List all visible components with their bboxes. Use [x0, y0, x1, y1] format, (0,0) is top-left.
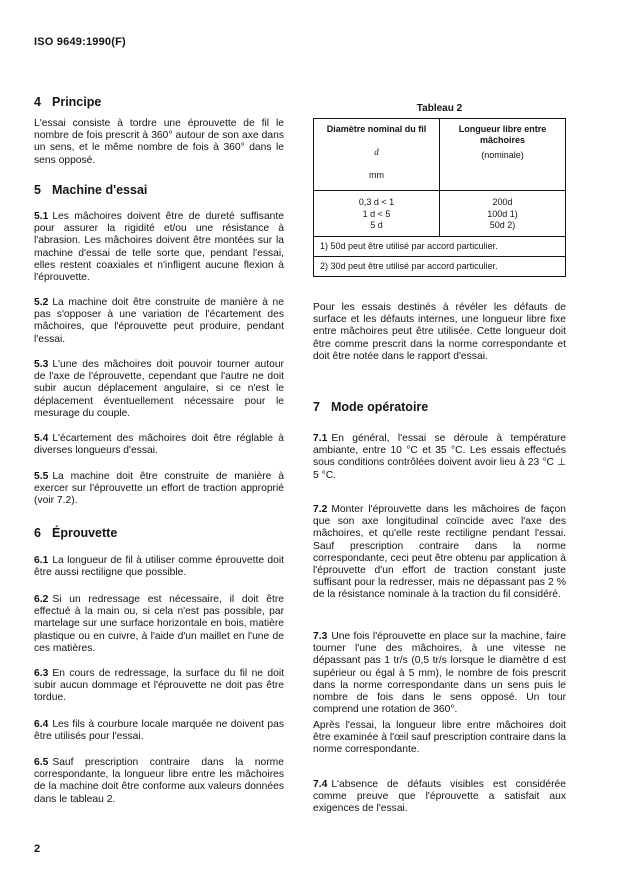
table-footnote-2: 2) 30d peut être utilisé par accord particulier. [314, 256, 566, 276]
table-caption: Tableau 2 [416, 103, 463, 114]
paragraph-7-4: 7.4 L'absence de défauts visibles est considérée comme preuve que l'éprouvette a satisfait aux exigences de l'essai. [313, 779, 566, 815]
paragraph-7-3-continued: Après l'essai, la longueur libre entre mâchoires doit être examinée à l'œil sauf prescription contraire dans la norme correspondante. [313, 720, 566, 756]
document-header: ISO 9649:1990(F) [34, 36, 126, 48]
section-4-heading: 4 Principe [34, 95, 102, 109]
paragraph-6-2: 6.2 Si un redressage est nécessaire, il doit être effectué à la main ou, si cela n'est pas possible, par martelage sur une surface horizontale en bois, matière plastique ou en cuivre, à l'aide d'un maillet en l'une de ces matières. [34, 594, 284, 654]
table-2 [313, 118, 566, 277]
paragraph-6-4: 6.4 Les fils à courbure locale marquée ne doivent pas être utilisés pour l'essai. [34, 719, 284, 743]
section-5-heading: 5 Machine d'essai [34, 183, 148, 197]
table-row: 100d 1) [487, 208, 518, 219]
table-row: 50d 2) [489, 220, 516, 230]
section-4-text: L'essai consiste à tordre une éprouvette de fil le nombre de fois prescrit à 360° autour de son axe dans un sens, et le même nombre de fois à 360° dans le sens opposé. [34, 118, 284, 166]
section-7-heading: 7 Mode opératoire [313, 400, 429, 414]
table-row: 1 d < 5 [362, 208, 391, 219]
table-length-values [440, 191, 566, 237]
paragraph-7-1: 7.1 En général, l'essai se déroule à température ambiante, entre 10 °C et 35 °C. Les essais effectués sous conditions contrôlées doivent avoir lieu à 23 °C ⊥ 5 °C. [313, 433, 566, 481]
table-row: 200d [492, 197, 513, 207]
page-number: 2 [34, 843, 41, 855]
paragraph-7-3: 7.3 Une fois l'éprouvette en place sur la machine, faire tourner l'une des mâchoires, à une vitesse ne dépassant pas 1 tr/s (0,5 tr/s lorsque le diamètre d est supérieur ou égal à 5 mm), le nombre de fois prescrit dans la norme correspondante dans un sens puis le nombre de fois dans le sens opposé. Un tour comprend une rotation de 360°. [313, 631, 566, 716]
section-6-heading: 6 Éprouvette [34, 526, 118, 540]
table-row: 0,3 d < 1 [358, 197, 395, 207]
table-note-paragraph: Pour les essais destinés à révéler les défauts de surface et les défauts internes, une longueur libre fixe entre mâchoires peut être utilisée. Cette longueur doit être comme prescrit dans la norme correspondante et doit être notée dans le rapport d'essai. [313, 302, 566, 362]
table-diameter-values [314, 191, 440, 237]
paragraph-7-2: 7.2 Monter l'éprouvette dans les mâchoires de façon que son axe longitudinal coïncide avec l'axe des mâchoires, et qu'elle reste rectiligne pendant l'essai. Sauf prescription contraire dans la norme correspondante, ceci peut être obtenu par application à l'éprouvette d'un effort de traction constant juste suffisant pour la redresser, mais ne dépassant pas 2 % de la résistance nominale à la traction du fil considéré. [313, 504, 566, 601]
table-row: 5 d [370, 220, 383, 230]
paragraph-5-5: 5.5 La machine doit être construite de manière à exercer sur l'éprouvette un effort de traction approprié (voir 7.2). [34, 471, 284, 507]
paragraph-5-3: 5.3 L'une des mâchoires doit pouvoir tourner autour de l'axe de l'éprouvette, cependant que l'autre ne doit subir aucun déplacement angulaire, si ce n'est le déplacement éventuellement nécessaire pour le mesurage du couple. [34, 359, 284, 419]
paragraph-6-1: 6.1 La longueur de fil à utiliser comme éprouvette doit être aussi rectiligne que possible. [34, 555, 284, 579]
paragraph-5-2: 5.2 La machine doit être construite de manière à ne pas s'opposer à une variation de l'écartement des mâchoires, que l'éprouvette peut produire, pendant l'essai. [34, 297, 284, 345]
paragraph-5-4: 5.4 L'écartement des mâchoires doit être réglable à diverses longueurs d'essai. [34, 433, 284, 457]
table-header-diameter: Diamètre nominal du fil d mm [314, 119, 440, 191]
table-footnote-1: 1) 50d peut être utilisé par accord particulier. [314, 236, 566, 256]
paragraph-6-3: 6.3 En cours de redressage, la surface du fil ne doit subir aucun dommage et l'éprouvette ne doit pas être tordue. [34, 668, 284, 704]
table-header-length: Longueur libre entre mâchoires (nominale) [440, 119, 566, 191]
paragraph-5-1: 5.1 Les mâchoires doivent être de dureté suffisante pour assurer la rigidité et/ou une résistance à l'abrasion. Les mâchoires doivent être montées sur la machine d'essai de telle sorte que, pendant l'essai, elles restent coaxiales et n'infligent aucune flexion à l'éprouvette. [34, 211, 284, 284]
paragraph-6-5: 6.5 Sauf prescription contraire dans la norme correspondante, la longueur libre entre les mâchoires de la machine doit être conforme aux valeurs données dans le tableau 2. [34, 757, 284, 805]
